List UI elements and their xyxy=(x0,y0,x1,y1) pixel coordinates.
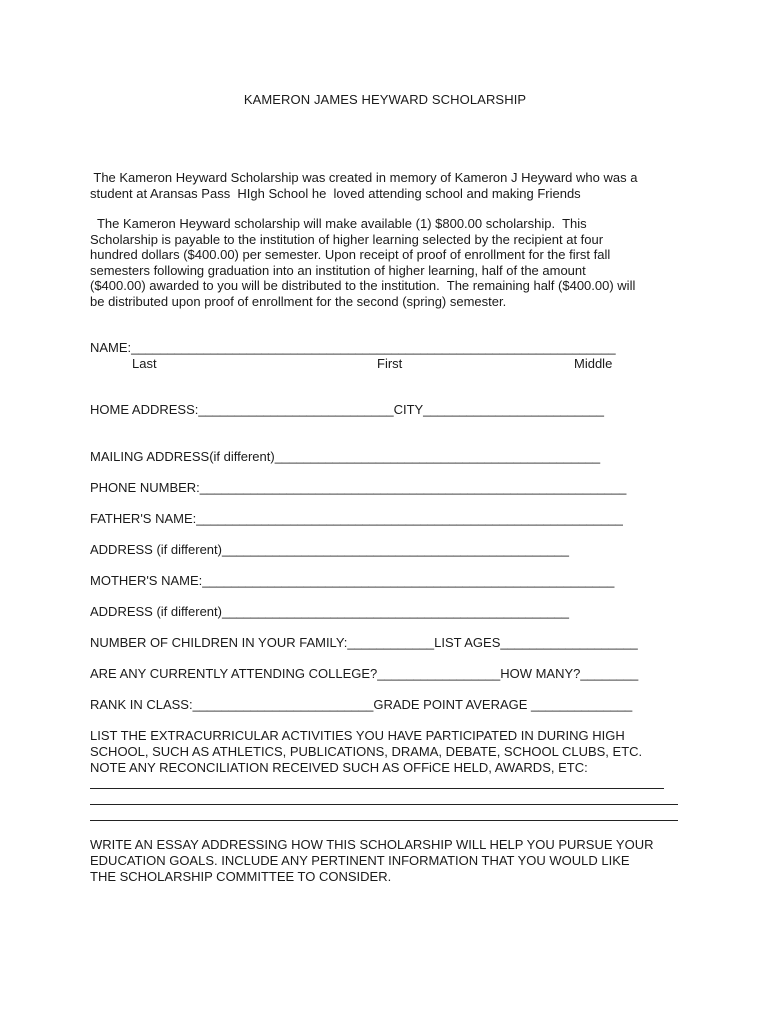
name-last-label: Last xyxy=(132,356,157,371)
mother-address-field[interactable]: ADDRESS (if different)________________________________________________ xyxy=(90,604,570,619)
essay-line: THE SCHOLARSHIP COMMITTEE TO CONSIDER. xyxy=(90,869,392,884)
name-field[interactable]: NAME:___________________________________________________________________ xyxy=(90,340,616,355)
phone-number-field[interactable]: PHONE NUMBER:___________________________________________________________ xyxy=(90,480,627,495)
name-middle-label: Middle xyxy=(574,356,613,371)
children-field[interactable]: NUMBER OF CHILDREN IN YOUR FAMILY:____________LIST AGES___________________ xyxy=(90,635,638,650)
home-address-field[interactable]: HOME ADDRESS:___________________________CITY_________________________ xyxy=(90,402,604,417)
college-field[interactable]: ARE ANY CURRENTLY ATTENDING COLLEGE?_________________HOW MANY?________ xyxy=(90,666,639,681)
essay-line: EDUCATION GOALS. INCLUDE ANY PERTINENT INFORMATION THAT YOU WOULD LIKE xyxy=(90,853,630,868)
details-line: hundred dollars ($400.00) per semester. Upon receipt of proof of enrollment for the first fall xyxy=(90,247,611,262)
fathers-name-field[interactable]: FATHER'S NAME:___________________________________________________________ xyxy=(90,511,623,526)
essay-line: WRITE AN ESSAY ADDRESSING HOW THIS SCHOLARSHIP WILL HELP YOU PURSUE YOUR xyxy=(90,837,654,852)
details-line: ($400.00) awarded to you will be distributed to the institution. The remaining half ($400.00) will xyxy=(90,278,636,293)
activities-line: NOTE ANY RECONCILIATION RECEIVED SUCH AS OFFiCE HELD, AWARDS, ETC: xyxy=(90,760,588,775)
details-line: be distributed upon proof of enrollment for the second (spring) semester. xyxy=(90,293,507,309)
activities-line: LIST THE EXTRACURRICULAR ACTIVITIES YOU HAVE PARTICIPATED IN DURING HIGH xyxy=(90,728,625,743)
activities-answer-line[interactable] xyxy=(90,820,678,821)
essay-instructions xyxy=(90,837,690,885)
name-first-label: First xyxy=(377,356,403,371)
activities-line: SCHOOL, SUCH AS ATHLETICS, PUBLICATIONS, DRAMA, DEBATE, SCHOOL CLUBS, ETC. xyxy=(90,744,643,759)
intro-paragraph xyxy=(90,170,685,201)
activities-answer-line[interactable] xyxy=(90,788,664,789)
activities-instructions xyxy=(90,728,690,776)
details-line: Scholarship is payable to the institution of higher learning selected by the recipient at four xyxy=(90,231,604,247)
rank-field[interactable]: RANK IN CLASS:_________________________GRADE POINT AVERAGE ______________ xyxy=(90,697,633,712)
details-paragraph xyxy=(90,216,685,309)
intro-line: student at Aransas Pass HIgh School he loved attending school and making Friends xyxy=(90,185,581,201)
father-address-field[interactable]: ADDRESS (if different)________________________________________________ xyxy=(90,542,570,557)
document-title: KAMERON JAMES HEYWARD SCHOLARSHIP xyxy=(243,92,527,107)
details-line: semesters following graduation into an institution of higher learning, half of the amount xyxy=(90,262,586,278)
mothers-name-field[interactable]: MOTHER'S NAME:_________________________________________________________ xyxy=(90,573,615,588)
activities-answer-line[interactable] xyxy=(90,804,678,805)
intro-line: The Kameron Heyward Scholarship was created in memory of Kameron J Heyward who was a xyxy=(90,170,638,185)
mailing-address-field[interactable]: MAILING ADDRESS(if different)_____________________________________________ xyxy=(90,449,601,464)
details-line: The Kameron Heyward scholarship will make available (1) $800.00 scholarship. This xyxy=(90,216,587,231)
